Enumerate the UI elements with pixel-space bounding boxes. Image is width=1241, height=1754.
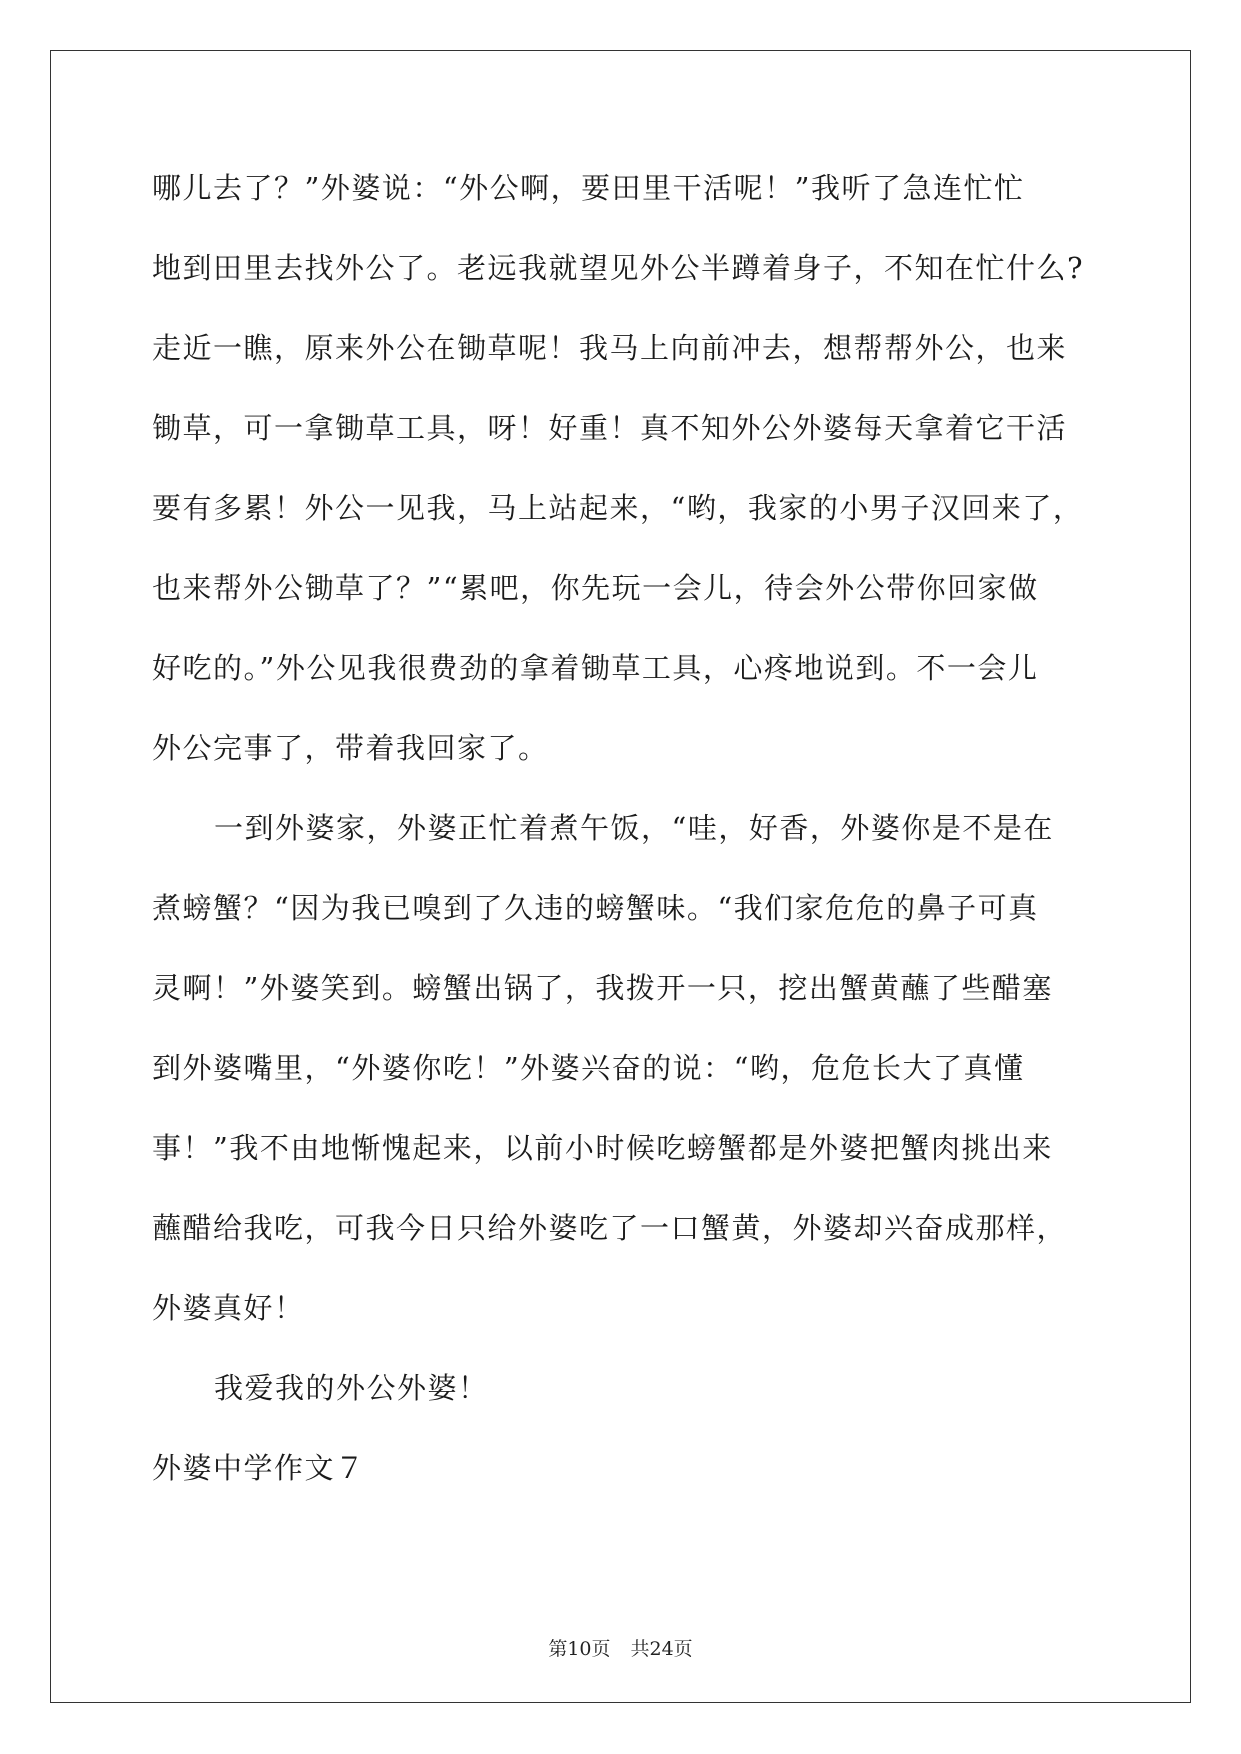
paragraph-start-line: 一到外婆家，外婆正忙着煮午饭，“哇，好香，外婆你是不是在 bbox=[214, 811, 1054, 845]
text-line: 煮螃蟹？“因为我已嗅到了久违的螃蟹味。“我们家危危的鼻子可真 bbox=[152, 891, 1039, 925]
text-line: 灵啊！”外婆笑到。螃蟹出锅了，我拨开一只，挖出蟹黄蘸了些醋塞 bbox=[152, 971, 1053, 1005]
text-line: 地到田里去找外公了。老远我就望见外公半蹲着身子，不知在忙什么? bbox=[152, 251, 1085, 285]
page-footer bbox=[0, 1634, 1241, 1661]
text-line: 外婆真好！ bbox=[152, 1291, 305, 1325]
page-total: 共24页 bbox=[630, 1638, 693, 1660]
page-number: 第10页 bbox=[548, 1638, 611, 1660]
text-line: 外公完事了，带着我回家了。 bbox=[152, 731, 549, 765]
text-line: 要有多累！外公一见我，马上站起来，“哟，我家的小男子汉回来了， bbox=[152, 491, 1084, 525]
text-line: 到外婆嘴里，“外婆你吃！”外婆兴奋的说：“哟，危危长大了真懂 bbox=[152, 1051, 1025, 1085]
section-heading: 外婆中学作文７ bbox=[152, 1451, 366, 1485]
text-line: 锄草，可一拿锄草工具，呀！好重！真不知外公外婆每天拿着它干活 bbox=[152, 411, 1068, 445]
text-line: 也来帮外公锄草了？”“累吧，你先玩一会儿，待会外公带你回家做 bbox=[152, 571, 1039, 605]
text-line: 事！”我不由地惭愧起来，以前小时候吃螃蟹都是外婆把蟹肉挑出来 bbox=[152, 1131, 1053, 1165]
document-body bbox=[152, 160, 1092, 1520]
text-line: 哪儿去了？”外婆说：“外公啊，要田里干活呢！”我听了急连忙忙 bbox=[152, 171, 1025, 205]
closing-line: 我爱我的外公外婆！ bbox=[214, 1371, 489, 1405]
text-line: 走近一瞧，原来外公在锄草呢！我马上向前冲去，想帮帮外公，也来 bbox=[152, 331, 1068, 365]
text-line: 蘸醋给我吃，可我今日只给外婆吃了一口蟹黄，外婆却兴奋成那样， bbox=[152, 1211, 1068, 1245]
text-line: 好吃的。”外公见我很费劲的拿着锄草工具，心疼地说到。不一会儿 bbox=[152, 651, 1039, 685]
